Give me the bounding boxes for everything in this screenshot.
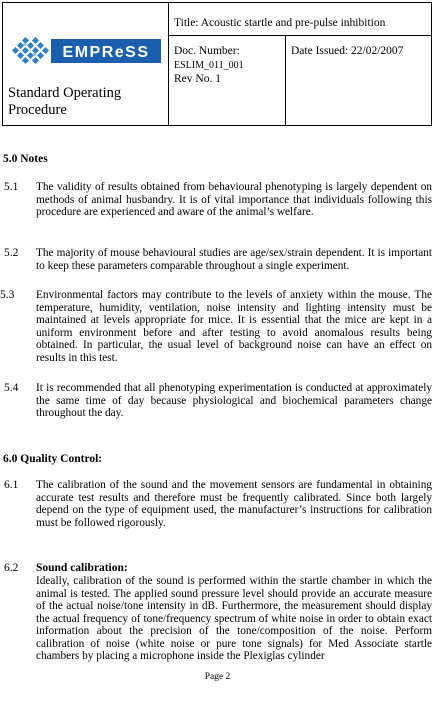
doc-number-label: Doc. Number: [174, 45, 240, 57]
date-issued: Date Issued: 22/02/2007 [291, 45, 404, 57]
note-paragraph: The majority of mouse behavioural studies are age/sex/strain dependent. It is important to keep these parameters comparable throughout a single experiment. [36, 247, 432, 272]
note-paragraph: Environmental factors may contribute to the levels of anxiety within the mouse. The temperature, humidity, ventilation, noise intensity and lighting intensity must be maintained at levels appropriate for mice. It is essential that the mice are kept in a uniform environment before and after testing to avoid anomalous results being obtained. In particular, the usual level of background noise can have an effect on results in this test. [36, 289, 432, 364]
revision-number: Rev No. 1 [174, 73, 221, 85]
note-paragraph: It is recommended that all phenotyping experimentation is conducted at approximately the same time of day because physiological and biochemical parameters change throughout the day. [36, 382, 432, 419]
procedure-label: Standard Operating Procedure [8, 85, 122, 118]
svg-text:EMPReSS: EMPReSS [62, 44, 150, 61]
qc-paragraph: Ideally, calibration of the sound is performed within the startle chamber in which the animal is tested. The applied sound pressure level should provide an accurate measure of the actual noise/tone intensity in dB. Furthermore, the measurement should display the actual frequency of tone/frequency spectrum of white noise in order to obtain exact information about the precision of the tone/composition of the noise. Perform calibration of noise (white noise or pure tone signals) for Med Associate startle chambers by placing a microphone inside the Plexiglas cylinder [36, 575, 432, 662]
note-paragraph: The validity of results obtained from behavioural phenotyping is largely dependent on methods of animal husbandry. It is of vital importance that individuals following this procedure are experienced and aware of the animal’s welfare. [36, 181, 432, 218]
empress-logo [11, 36, 163, 66]
section-heading-notes: 5.0 Notes [3, 153, 48, 165]
item-number: 5.4 [4, 382, 19, 394]
page-number: Page 2 [204, 672, 231, 682]
item-number: 5.1 [4, 181, 19, 193]
document-header-table [2, 2, 432, 126]
item-number: 6.2 [4, 562, 19, 574]
qc-paragraph: The calibration of the sound and the movement sensors are fundamental in obtaining accurate test results and therefore must be frequently calibrated. Since both largely depend on the type of equipment used, the manufacturer’s instructions for calibration must be followed rigorously. [36, 479, 432, 529]
item-number: 5.2 [4, 247, 19, 259]
document-title: Title: Acoustic startle and pre-pulse inhibition [174, 17, 386, 29]
item-number: 6.1 [4, 479, 19, 491]
section-heading-quality-control: 6.0 Quality Control: [3, 453, 103, 465]
doc-number: ESLIM_011_001 [174, 60, 244, 71]
item-number: 5.3 [0, 289, 15, 301]
subsection-heading-sound-calibration: Sound calibration: [36, 562, 128, 574]
